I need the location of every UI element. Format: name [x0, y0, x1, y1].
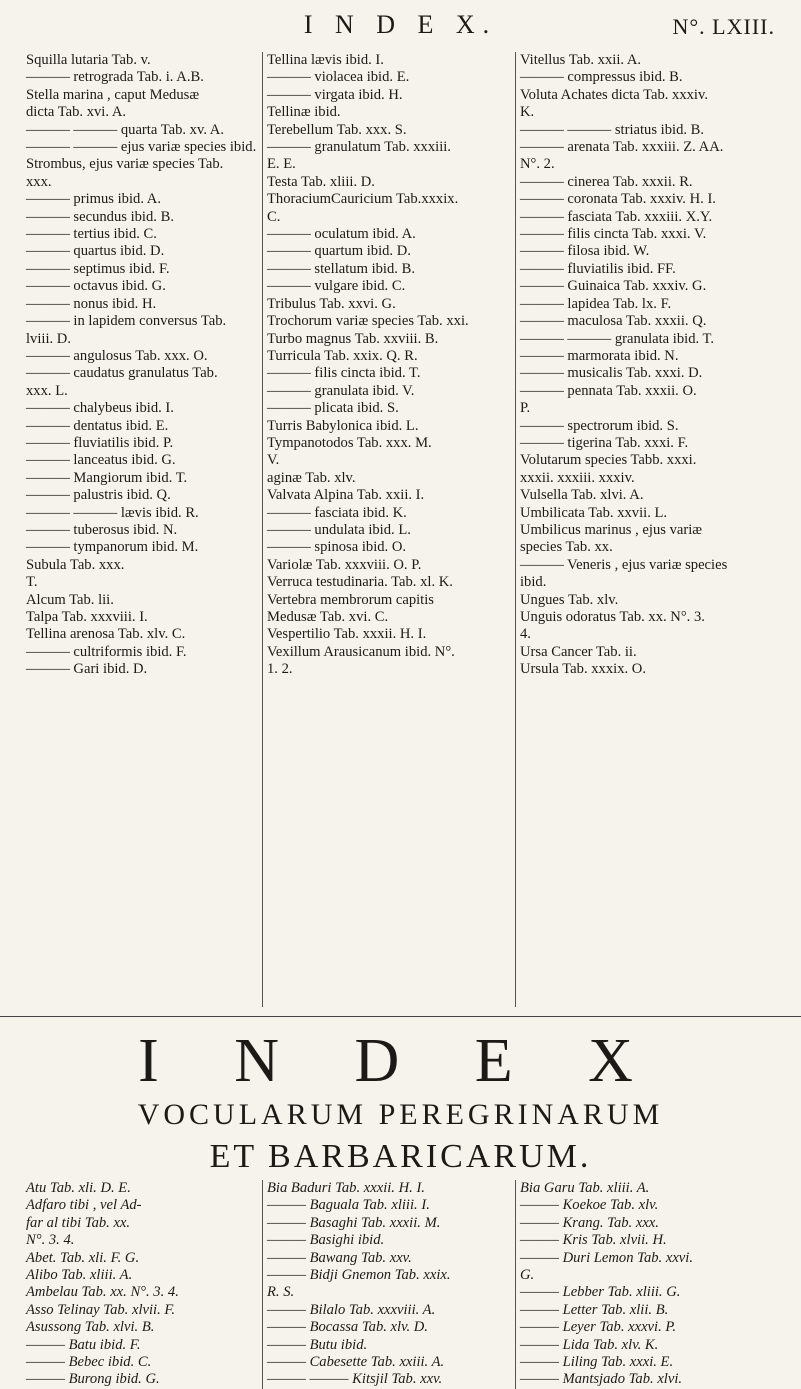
index-entry: ——— Batu ibid. F. [26, 1336, 141, 1353]
index-entry: Ursula Tab. xxxix. O. [520, 661, 646, 678]
index-entry: Alcum Tab. lii. [26, 591, 114, 608]
index-entry: ——— virgata ibid. H. [267, 86, 403, 103]
index-entry: ——— Bawang Tab. xxv. [267, 1249, 412, 1266]
index-entry: N°. 2. [520, 156, 555, 173]
index-entry: Adfaro tibi , vel Ad- [26, 1197, 142, 1214]
index-subtitle-2: ET BARBARICARUM. [209, 1138, 592, 1175]
index-entry: ——— lanceatus ibid. G. [26, 452, 176, 469]
index-entry: ——— plicata ibid. S. [267, 400, 399, 417]
index-entry: ——— Leyer Tab. xxxvi. P. [520, 1319, 677, 1336]
index-entry: lviii. D. [26, 330, 71, 347]
index-entry: Subula Tab. xxx. [26, 556, 125, 573]
index-entry: P. [520, 400, 531, 417]
index-entry: aginæ Tab. xlv. [267, 469, 356, 486]
index-entry: ——— palustris ibid. Q. [26, 487, 171, 504]
index-entry: ——— octavus ibid. G. [26, 278, 166, 295]
index-entry: Ursa Cancer Tab. ii. [520, 643, 637, 660]
index-entry: C. [267, 208, 281, 225]
running-title: I N D E X. [303, 10, 498, 39]
index-entry: N°. 3. 4. [26, 1232, 75, 1249]
index-entry: G. [520, 1267, 535, 1284]
index-entry: ——— compressus ibid. B. [520, 69, 683, 86]
index-entry: ——— violacea ibid. E. [267, 69, 410, 86]
column-divider [515, 1180, 516, 1389]
index-entry: 1. 2. [267, 661, 293, 678]
index-entry: ——— filis cincta ibid. T. [267, 365, 421, 382]
index-entry: ——— primus ibid. A. [26, 191, 161, 208]
index-entry: ——— quartus ibid. D. [26, 243, 165, 260]
index-entry: Talpa Tab. xxxviii. I. [26, 609, 148, 625]
index-entry: ——— ——— quarta Tab. xv. A. [26, 121, 224, 138]
index-entry: ——— pennata Tab. xxxii. O. [520, 382, 697, 399]
index-entry: xxx. L. [26, 382, 68, 399]
index-column-1 [26, 52, 261, 679]
index-entry: ——— angulosus Tab. xxx. O. [26, 347, 208, 364]
index-entry: ——— fasciata ibid. K. [267, 504, 407, 521]
section-divider [0, 1016, 801, 1017]
index-entry: V. [267, 452, 280, 469]
index-entry: ——— Baguala Tab. xliii. I. [267, 1197, 430, 1214]
index-entry: ——— dentatus ibid. E. [26, 417, 169, 434]
index-entry: ——— Lebber Tab. xliii. G. [520, 1284, 681, 1301]
page-number: N°. LXIII. [672, 14, 775, 39]
index-entry: dicta Tab. xvi. A. [26, 104, 127, 121]
index-entry: ——— arenata Tab. xxxiii. Z. AA. [520, 139, 724, 156]
index-entry: ——— Bilalo Tab. xxxviii. A. [267, 1301, 436, 1318]
index-entry: ——— cultriformis ibid. F. [26, 643, 187, 660]
index-entry: ——— Basighi ibid. [267, 1232, 385, 1249]
index-entry: ——— Letter Tab. xlii. B. [520, 1301, 669, 1318]
index-entry: ——— Liling Tab. xxxi. E. [520, 1354, 674, 1371]
index-entry: Unguis odoratus Tab. xx. N°. 3. [520, 609, 705, 625]
index-entry: Voluta Achates dicta Tab. xxxiv. [520, 86, 708, 103]
index-entry: Vexillum Arausicanum ibid. N°. [267, 643, 455, 660]
index-entry: Ungues Tab. xlv. [520, 591, 619, 608]
index-entry: Variolæ Tab. xxxviii. O. P. [267, 556, 422, 573]
index-entry: ——— tuberosus ibid. N. [26, 521, 178, 538]
index-entry: ——— granulata ibid. V. [267, 382, 415, 399]
index-entry: ——— Duri Lemon Tab. xxvi. [520, 1249, 693, 1266]
column-divider [515, 52, 516, 1007]
index-entry: Asussong Tab. xlvi. B. [26, 1319, 155, 1336]
index-column-2 [267, 52, 513, 679]
index-entry: Trochorum variæ species Tab. xxi. [267, 313, 469, 330]
index-entry: Bia Baduri Tab. xxxii. H. I. [267, 1180, 425, 1196]
index-entry: ——— Butu ibid. [267, 1336, 368, 1353]
index-entry: ——— in lapidem conversus Tab. [26, 313, 227, 330]
index-entry: ThoraciumCauricium Tab.xxxix. [267, 191, 459, 208]
index-entry: Umbilicata Tab. xxvii. L. [520, 504, 668, 521]
index-entry: ——— retrograda Tab. i. A.B. [26, 69, 204, 86]
index-entry: ——— oculatum ibid. A. [267, 226, 416, 243]
index-entry: ——— nonus ibid. H. [26, 295, 157, 312]
index-entry: Turbo magnus Tab. xxviii. B. [267, 330, 439, 347]
index-entry: ——— marmorata ibid. N. [520, 347, 679, 364]
page-header [0, 6, 801, 46]
index-entry: xxx. [26, 173, 52, 190]
index-entry: Verruca testudinaria. Tab. xl. K. [267, 574, 453, 591]
index-entry: ——— Krang. Tab. xxx. [520, 1214, 659, 1231]
index-entry: Vitellus Tab. xxii. A. [520, 52, 642, 68]
index-entry: ——— Basaghi Tab. xxxii. M. [267, 1214, 441, 1231]
index-entry: ——— fluviatilis ibid. FF. [520, 260, 676, 277]
index-entry: ——— ——— Kitsjil Tab. xxv. [267, 1371, 443, 1388]
index-entry: ——— septimus ibid. F. [26, 260, 170, 277]
index-entry: Tellina arenosa Tab. xlv. C. [26, 626, 186, 643]
index-entry: ——— vulgare ibid. C. [267, 278, 406, 295]
index-entry: ——— ——— lævis ibid. R. [26, 504, 199, 521]
index-entry: ——— granulatum Tab. xxxiii. [267, 139, 451, 156]
index-entry: ——— ——— striatus ibid. B. [520, 121, 705, 138]
index-entry: ——— Veneris , ejus variæ species [520, 556, 728, 573]
index-entry: ——— Bebec ibid. C. [26, 1354, 152, 1371]
index-entry: ——— chalybeus ibid. I. [26, 400, 174, 417]
index-continued-section [0, 52, 801, 1012]
index-entry: Asso Telinay Tab. xlvii. F. [26, 1301, 176, 1318]
index-entry: Bia Garu Tab. xliii. A. [520, 1180, 650, 1196]
index-entry: K. [520, 104, 535, 121]
words-column-2 [267, 1180, 513, 1389]
index-entry: far al tibi Tab. xx. [26, 1214, 131, 1231]
index-entry: species Tab. xx. [520, 539, 613, 556]
index-entry: xxxii. xxxiii. xxxiv. [520, 469, 635, 486]
index-entry: Abet. Tab. xli. F. G. [26, 1249, 140, 1266]
index-entry: ——— maculosa Tab. xxxii. Q. [520, 313, 707, 330]
barbaric-words-index [0, 1180, 801, 1389]
index-entry: ——— tympanorum ibid. M. [26, 539, 199, 556]
index-entry: Strombus, ejus variæ species Tab. [26, 156, 224, 173]
index-entry: ——— spectrorum ibid. S. [520, 417, 679, 434]
index-entry: Squilla lutaria Tab. v. [26, 52, 151, 68]
index-entry: Medusæ Tab. xvi. C. [267, 609, 389, 625]
index-entry: ——— tertius ibid. C. [26, 226, 157, 243]
index-entry: ——— cinerea Tab. xxxii. R. [520, 173, 693, 190]
index-entry: ——— secundus ibid. B. [26, 208, 174, 225]
index-entry: R. S. [267, 1284, 295, 1301]
index-entry: ——— musicalis Tab. xxxi. D. [520, 365, 703, 382]
index-entry: ——— Gari ibid. D. [26, 661, 148, 678]
index-entry: Tympanotodos Tab. xxx. M. [267, 434, 432, 451]
index-entry: ——— undulata ibid. L. [267, 521, 411, 538]
index-entry: ——— Cabesette Tab. xxiii. A. [267, 1354, 445, 1371]
index-entry: ——— spinosa ibid. O. [267, 539, 407, 556]
index-entry: Vespertilio Tab. xxxii. H. I. [267, 626, 427, 643]
index-entry: Umbilicus marinus , ejus variæ [520, 521, 702, 538]
index-entry: Vertebra membrorum capitis [267, 591, 434, 608]
index-entry: ——— fluviatilis ibid. P. [26, 434, 174, 451]
index-entry: Terebellum Tab. xxx. S. [267, 121, 407, 138]
index-entry: Alibo Tab. xliii. A. [26, 1267, 133, 1284]
index-subtitle: VOCULARUM PEREGRINARUM [137, 1098, 664, 1131]
index-entry: ——— Mantsjado Tab. xlvi. [520, 1371, 683, 1388]
index-entry: Tribulus Tab. xxvi. G. [267, 295, 396, 312]
index-entry: Atu Tab. xli. D. E. [26, 1180, 131, 1196]
index-entry: Vulsella Tab. xlvi. A. [520, 487, 644, 504]
index-entry: ——— Burong ibid. G. [26, 1371, 160, 1388]
index-entry: Tellina lævis ibid. I. [267, 52, 384, 68]
index-entry: ——— quartum ibid. D. [267, 243, 411, 260]
index-entry: Valvata Alpina Tab. xxii. I. [267, 487, 425, 504]
index-title: I N D E X [138, 1027, 663, 1095]
index-entry: Tellinæ ibid. [267, 104, 341, 121]
index-entry: Turris Babylonica ibid. L. [267, 417, 419, 434]
index-entry: T. [26, 574, 38, 591]
words-column-1 [26, 1180, 261, 1389]
index-entry: ——— lapidea Tab. lx. F. [520, 295, 672, 312]
index-entry: ——— Koekoe Tab. xlv. [520, 1197, 659, 1214]
column-divider [262, 52, 263, 1007]
index-column-3 [520, 52, 785, 679]
index-entry: 4. [520, 626, 531, 643]
index-entry: ——— filosa ibid. W. [520, 243, 650, 260]
index-entry: ——— ——— granulata ibid. T. [520, 330, 715, 347]
index-entry: E. E. [267, 156, 296, 173]
index-entry: ——— Bocassa Tab. xlv. D. [267, 1319, 428, 1336]
index-entry: ——— caudatus granulatus Tab. [26, 365, 218, 382]
index-entry: ——— Kris Tab. xlvii. H. [520, 1232, 667, 1249]
index-entry: ——— Lida Tab. xlv. K. [520, 1336, 659, 1353]
index-entry: ——— Bidji Gnemon Tab. xxix. [267, 1267, 451, 1284]
index-entry: ——— Guinaica Tab. xxxiv. G. [520, 278, 707, 295]
index-entry: Turricula Tab. xxix. Q. R. [267, 347, 418, 364]
index-entry: Testa Tab. xliii. D. [267, 173, 375, 190]
index-entry: ——— ——— ejus variæ species ibid. [26, 139, 257, 156]
index-entry: Stella marina , caput Medusæ [26, 86, 200, 103]
index-entry: Ambelau Tab. xx. N°. 3. 4. [26, 1284, 179, 1301]
index-entry: ——— fasciata Tab. xxxiii. X.Y. [520, 208, 713, 225]
index-entry: ibid. [520, 574, 547, 591]
index-entry: Volutarum species Tabb. xxxi. [520, 452, 697, 469]
index-entry: ——— stellatum ibid. B. [267, 260, 415, 277]
index-entry: ——— Mangiorum ibid. T. [26, 469, 188, 486]
index-entry: ——— filis cincta Tab. xxxi. V. [520, 226, 707, 243]
index-entry: ——— coronata Tab. xxxiv. H. I. [520, 191, 716, 208]
index-entry: ——— tigerina Tab. xxxi. F. [520, 434, 689, 451]
words-column-3 [520, 1180, 785, 1389]
column-divider [262, 1180, 263, 1389]
